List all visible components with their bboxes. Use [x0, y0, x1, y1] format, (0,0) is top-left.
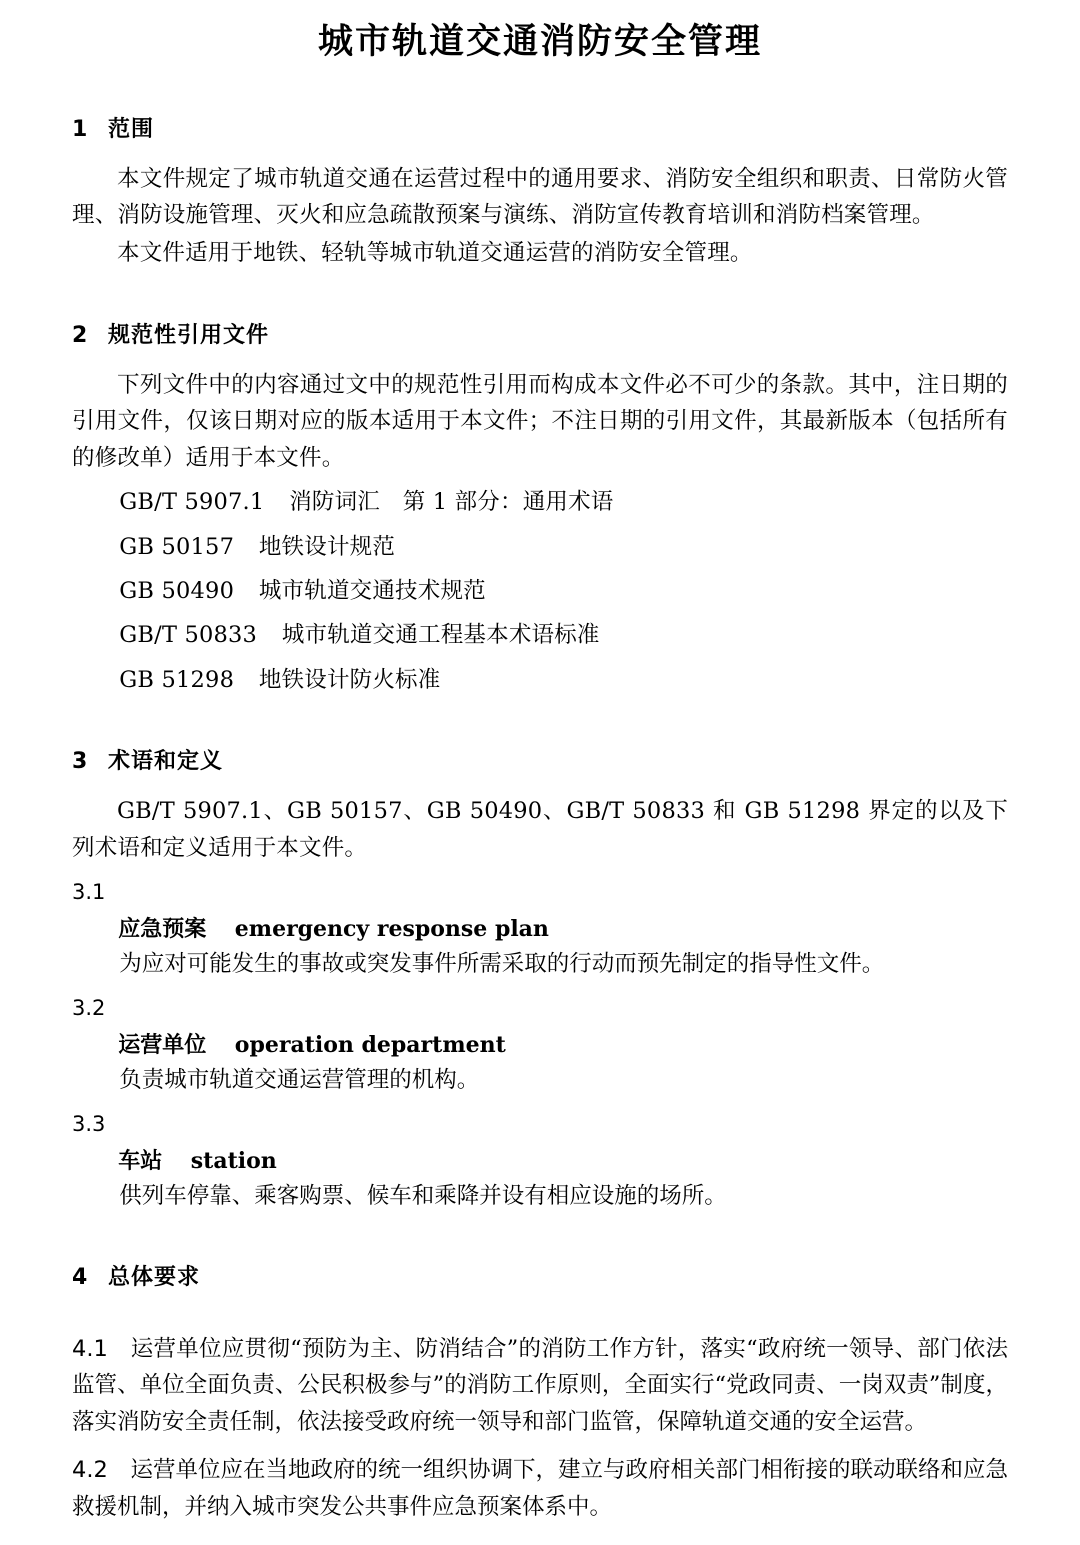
term-en: station	[190, 1147, 277, 1174]
section-title-1: 范围	[108, 116, 155, 142]
clause-text: 运营单位应贯彻“预防为主、防消结合”的消防工作方针，落实“政府统一领导、部门依法监管、单位全面负责、公民积极参与”的消防工作原则，全面实行“党政同责、一岗双责”制度，落实消防安全责任制，依法接受政府统一领导和部门监管，保障轨道交通的安全运营。	[72, 1335, 1008, 1435]
reference-code: GB 51298	[119, 666, 235, 693]
reference-title: 地铁设计规范	[258, 533, 396, 560]
clause-4-2	[72, 1452, 1008, 1525]
term-heading	[72, 1144, 1008, 1175]
term-cn: 运营单位	[118, 1033, 207, 1059]
term-number: 3.1	[72, 880, 106, 905]
clause-index: 4.2	[72, 1457, 108, 1484]
term-en: emergency response plan	[234, 916, 549, 943]
section-number-3: 3	[72, 749, 89, 775]
section-1-paragraph-2: 本文件适用于地铁、轻轨等城市轨道交通运营的消防安全管理。	[117, 240, 753, 267]
term-number: 3.3	[72, 1111, 106, 1136]
term-en: operation department	[234, 1032, 506, 1059]
section-number-2: 2	[72, 322, 89, 348]
reference-title: 消防词汇 第 1 部分：通用术语	[289, 489, 614, 516]
section-number-4: 4	[72, 1264, 89, 1290]
section-heading-1	[72, 112, 1008, 143]
section-1-paragraph-1: 本文件规定了城市轨道交通在运营过程中的通用要求、消防安全组织和职责、日常防火管理、消防设施管理、灭火和应急疏散预案与演练、消防宣传教育培训和消防档案管理。	[72, 165, 1008, 228]
term-cn: 车站	[118, 1148, 163, 1174]
reference-code: GB 50490	[119, 578, 235, 604]
section-number-1: 1	[72, 116, 89, 142]
reference-title: 城市轨道交通工程基本术语标准	[281, 622, 600, 649]
reference-code: GB 50157	[119, 533, 235, 560]
term-number: 3.2	[72, 996, 106, 1021]
section-title-2: 规范性引用文件	[108, 322, 270, 348]
clause-4-1	[72, 1331, 1008, 1440]
reference-item	[72, 573, 1008, 609]
section-2-paragraph-1: 下列文件中的内容通过文中的规范性引用而构成本文件必不可少的条款。其中，注日期的引用文件，仅该日期对应的版本适用于本文件；不注日期的引用文件，其最新版本（包括所有的修改单）适用于本文件。	[72, 371, 1008, 471]
term-heading	[72, 1028, 1008, 1059]
term-definition: 供列车停靠、乘客购票、候车和乘降并设有相应设施的场所。	[119, 1182, 727, 1209]
section-heading-3	[72, 744, 1008, 775]
reference-code: GB/T 5907.1	[119, 489, 265, 516]
page-title: 城市轨道交通消防安全管理	[317, 22, 762, 62]
reference-code: GB/T 50833	[119, 622, 258, 649]
reference-item	[72, 529, 1008, 565]
clause-text: 运营单位应在当地政府的统一组织协调下，建立与政府相关部门相衔接的联动联络和应急救援机制，并纳入城市突发公共事件应急预案体系中。	[72, 1457, 1009, 1520]
reference-title: 城市轨道交通技术规范	[258, 578, 486, 604]
term-definition: 为应对可能发生的事故或突发事件所需采取的行动而预先制定的指导性文件。	[119, 951, 885, 978]
clause-index: 4.1	[72, 1335, 108, 1362]
section-title-4: 总体要求	[108, 1264, 201, 1290]
section-3-paragraph-1: GB/T 5907.1、GB 50157、GB 50490、GB/T 50833 和 GB 51298 界定的以及下列术语和定义适用于本文件。	[72, 798, 1008, 861]
reference-item	[72, 484, 1008, 520]
section-heading-2	[72, 318, 1008, 349]
term-definition: 负责城市轨道交通运营管理的机构。	[119, 1067, 480, 1094]
reference-title: 地铁设计防火标准	[258, 666, 441, 693]
section-title-3: 术语和定义	[108, 749, 224, 775]
term-heading	[72, 912, 1008, 943]
reference-item	[72, 662, 1008, 698]
reference-item	[72, 617, 1008, 653]
section-heading-4	[72, 1260, 1008, 1291]
term-cn: 应急预案	[118, 917, 207, 943]
